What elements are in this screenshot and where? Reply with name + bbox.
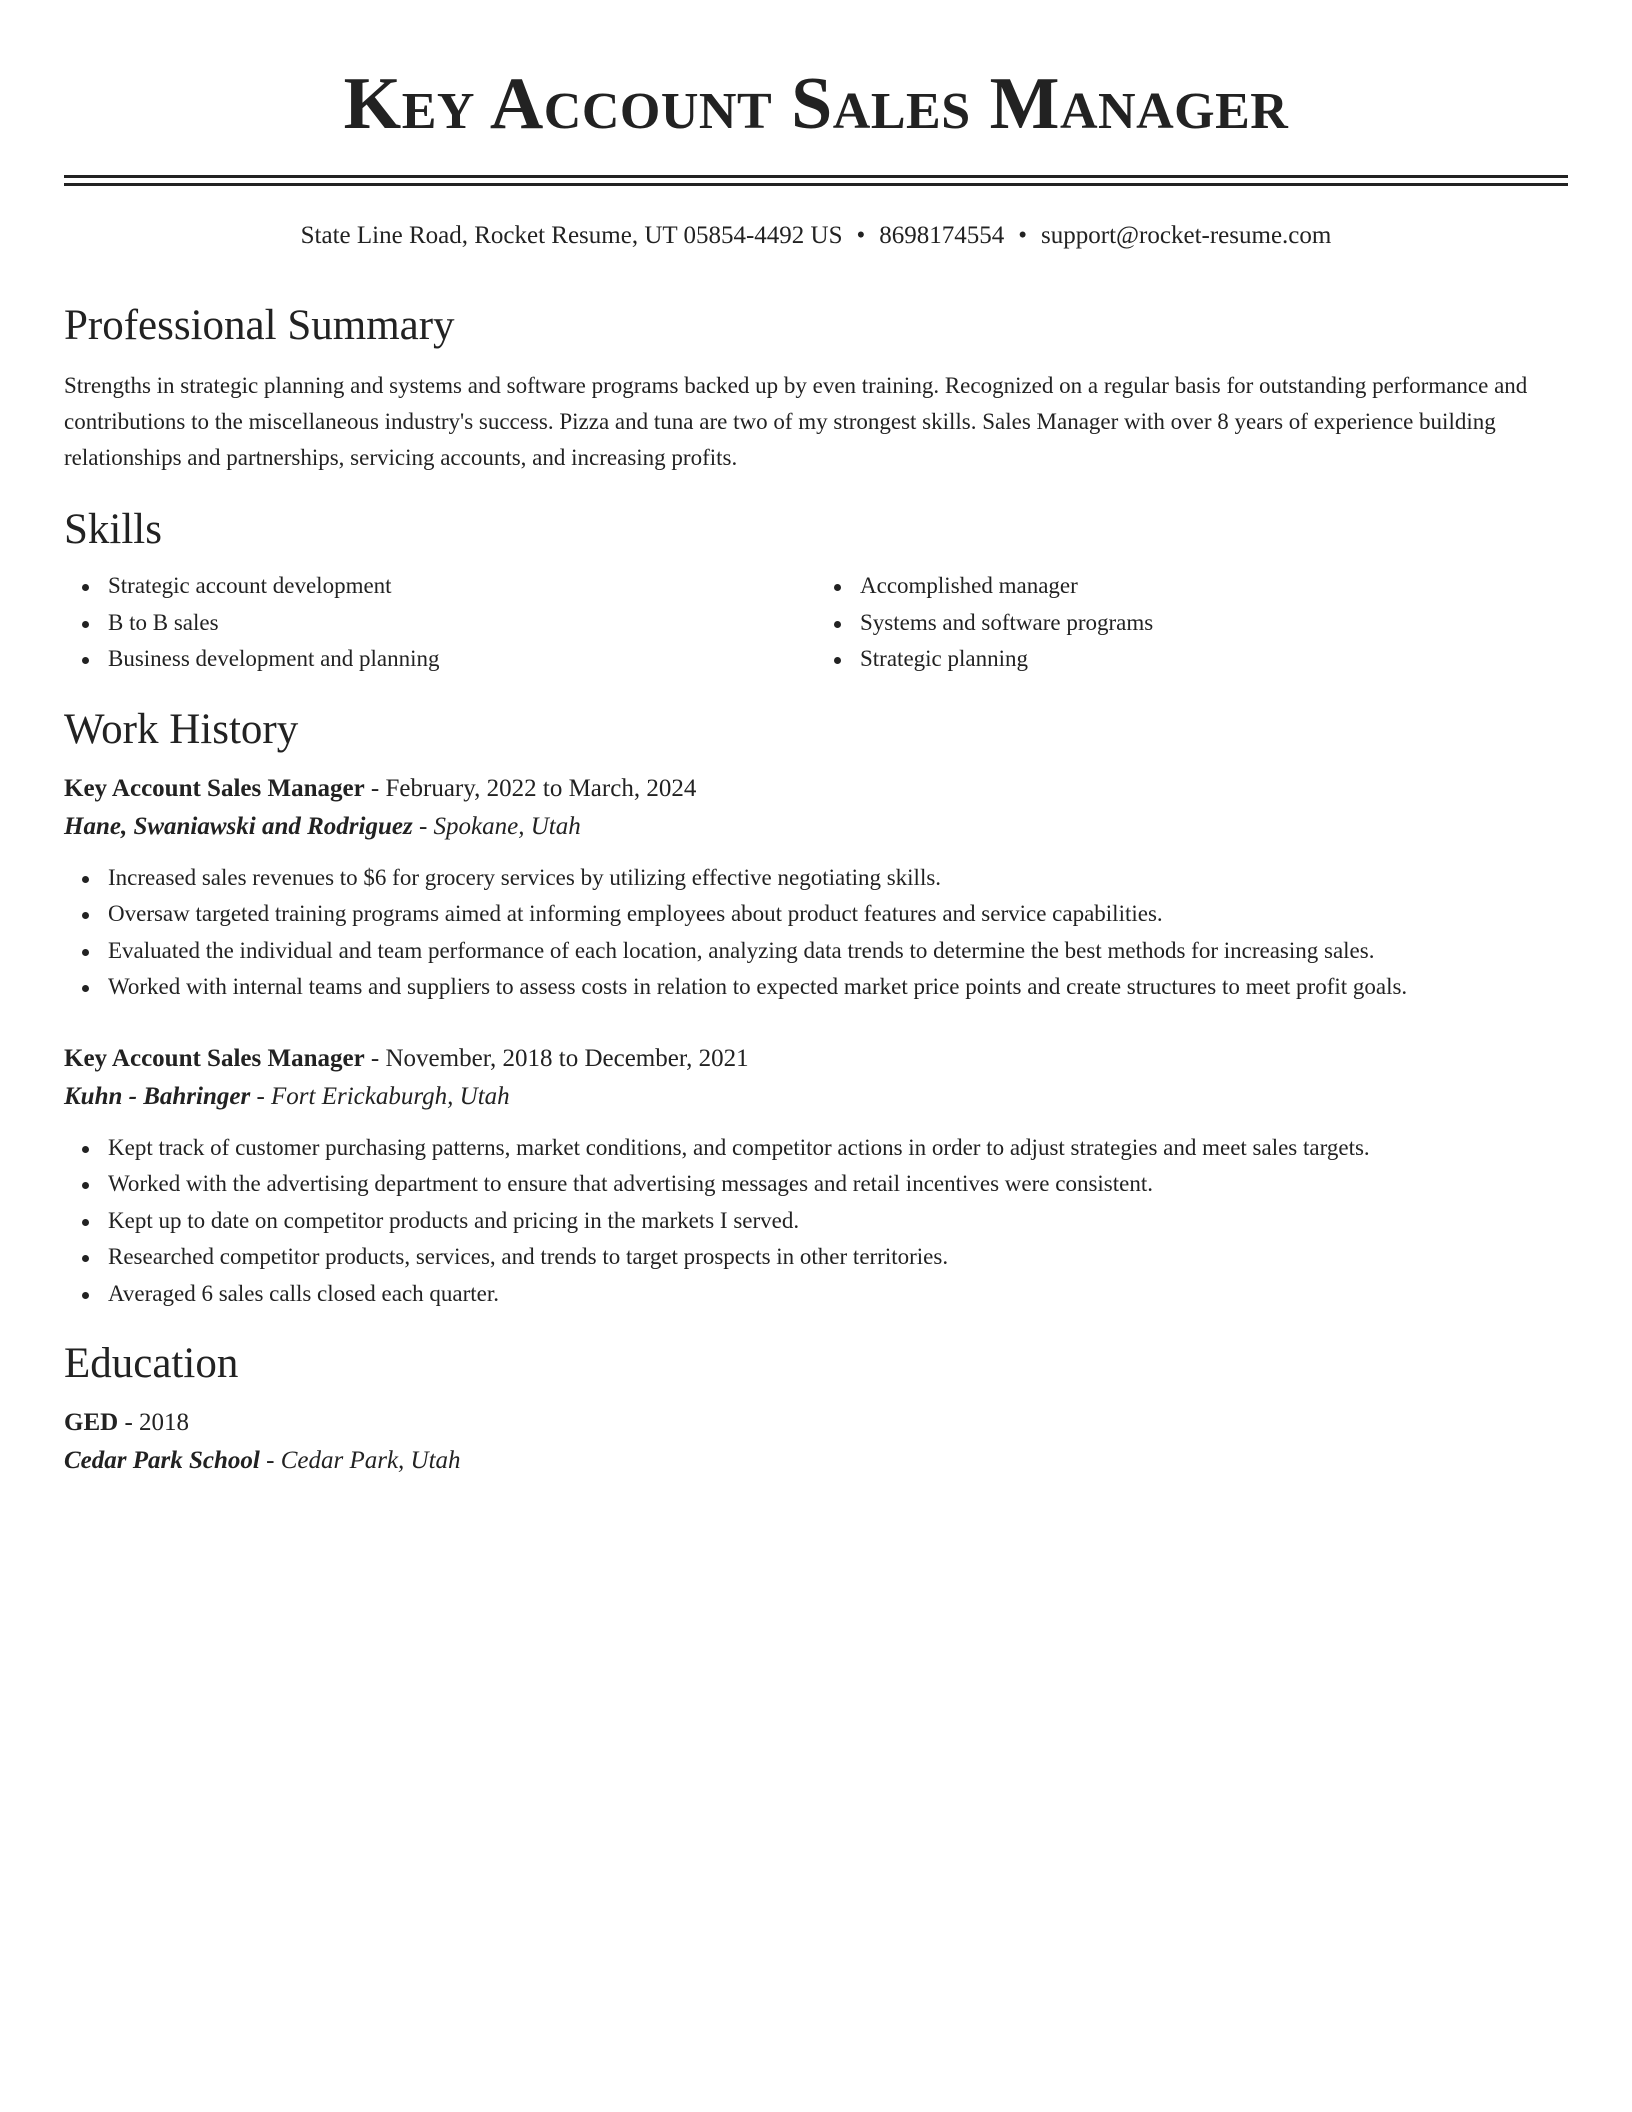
job-title: Key Account Sales Manager: [64, 1044, 365, 1072]
skill-item: Systems and software programs: [860, 605, 1568, 642]
job-org-line: [64, 808, 1568, 846]
job-bullet: Worked with the advertising department to ensure that advertising messages and retail incentives were consistent.: [108, 1166, 1568, 1203]
job-dash: -: [412, 812, 434, 840]
job-company: Kuhn - Bahringer: [64, 1082, 251, 1110]
education-school-line: [64, 1442, 1568, 1480]
contact-line: [64, 220, 1568, 252]
contact-address: State Line Road, Rocket Resume, UT 05854-4492 US: [300, 222, 843, 249]
skill-item: Strategic account development: [108, 568, 816, 605]
job-bullet: Kept track of customer purchasing patterns, market conditions, and competitor actions in order to adjust strategies and meet sales targets.: [108, 1130, 1568, 1167]
skills-heading: Skills: [64, 506, 162, 553]
education-heading: Education: [64, 1340, 239, 1387]
job-bullet: Oversaw targeted training programs aimed at informing employees about product features and service capabilities.: [108, 896, 1568, 933]
skills-columns: [64, 568, 1568, 678]
job-bullet: Evaluated the individual and team performance of each location, analyzing data trends to determine the best methods for increasing sales.: [108, 933, 1568, 970]
job-location: Spokane, Utah: [433, 812, 581, 840]
work-section: [64, 704, 1568, 1313]
job-dash: -: [250, 1082, 272, 1110]
education-school: Cedar Park School: [64, 1447, 260, 1474]
skill-item: Strategic planning: [860, 641, 1568, 678]
header-rule-bottom: [64, 183, 1568, 186]
header-rule-top: [64, 175, 1568, 178]
skill-item: Accomplished manager: [860, 568, 1568, 605]
job-title-line: [64, 770, 1568, 808]
skill-item: Business development and planning: [108, 641, 816, 678]
skills-list-right: [816, 568, 1568, 678]
job-bullet: Averaged 6 sales calls closed each quarter.: [108, 1276, 1568, 1313]
job-bullets: [64, 860, 1568, 1006]
education-location: Cedar Park, Utah: [280, 1447, 461, 1474]
job-title: Key Account Sales Manager: [64, 774, 365, 802]
job-dash: -: [364, 774, 386, 802]
education-degree-line: [64, 1404, 1568, 1442]
contact-phone: 8698174554: [879, 222, 1005, 249]
education-dash: -: [259, 1447, 281, 1474]
summary-heading: Professional Summary: [64, 302, 455, 349]
skills-list-left: [64, 568, 816, 678]
job-bullet: Worked with internal teams and suppliers to assess costs in relation to expected market price points and create structures to meet profit goals.: [108, 969, 1568, 1006]
education-year: 2018: [139, 1409, 190, 1436]
education-degree: GED: [64, 1409, 119, 1436]
resume-name: Key Account Sales Manager: [343, 63, 1289, 145]
job-location: Fort Erickaburgh, Utah: [271, 1082, 510, 1110]
skill-item: B to B sales: [108, 605, 816, 642]
contact-email: support@rocket-resume.com: [1041, 222, 1332, 249]
education-dash: -: [118, 1409, 140, 1436]
job-company: Hane, Swaniawski and Rodriguez: [64, 812, 413, 840]
job-entry: [64, 1040, 1568, 1313]
skills-section: [64, 504, 1568, 678]
job-dates: February, 2022 to March, 2024: [385, 774, 697, 802]
job-title-line: [64, 1040, 1568, 1078]
job-dash: -: [364, 1044, 386, 1072]
contact-separator: •: [1018, 222, 1028, 249]
job-bullet: Increased sales revenues to $6 for grocery services by utilizing effective negotiating skills.: [108, 860, 1568, 897]
work-heading: Work History: [64, 705, 299, 753]
summary-text: Strengths in strategic planning and systems and software programs backed up by even training. Recognized on a regular basis for outstanding performance and contributions to the miscellaneous industry's success. Pizza and tuna are two of my strongest skills. Sales Manager with over 8 years of experience building relationships and partnerships, servicing accounts, and increasing profits.: [64, 373, 1528, 470]
contact-separator: •: [856, 222, 866, 249]
job-bullets: [64, 1130, 1568, 1313]
job-entry: [64, 770, 1568, 1006]
job-bullet: Kept up to date on competitor products and pricing in the markets I served.: [108, 1203, 1568, 1240]
job-bullet: Researched competitor products, services, and trends to target prospects in other territories.: [108, 1239, 1568, 1276]
summary-section: [64, 300, 1568, 476]
job-org-line: [64, 1078, 1568, 1116]
education-section: [64, 1338, 1568, 1480]
job-dates: November, 2018 to December, 2021: [385, 1044, 749, 1072]
